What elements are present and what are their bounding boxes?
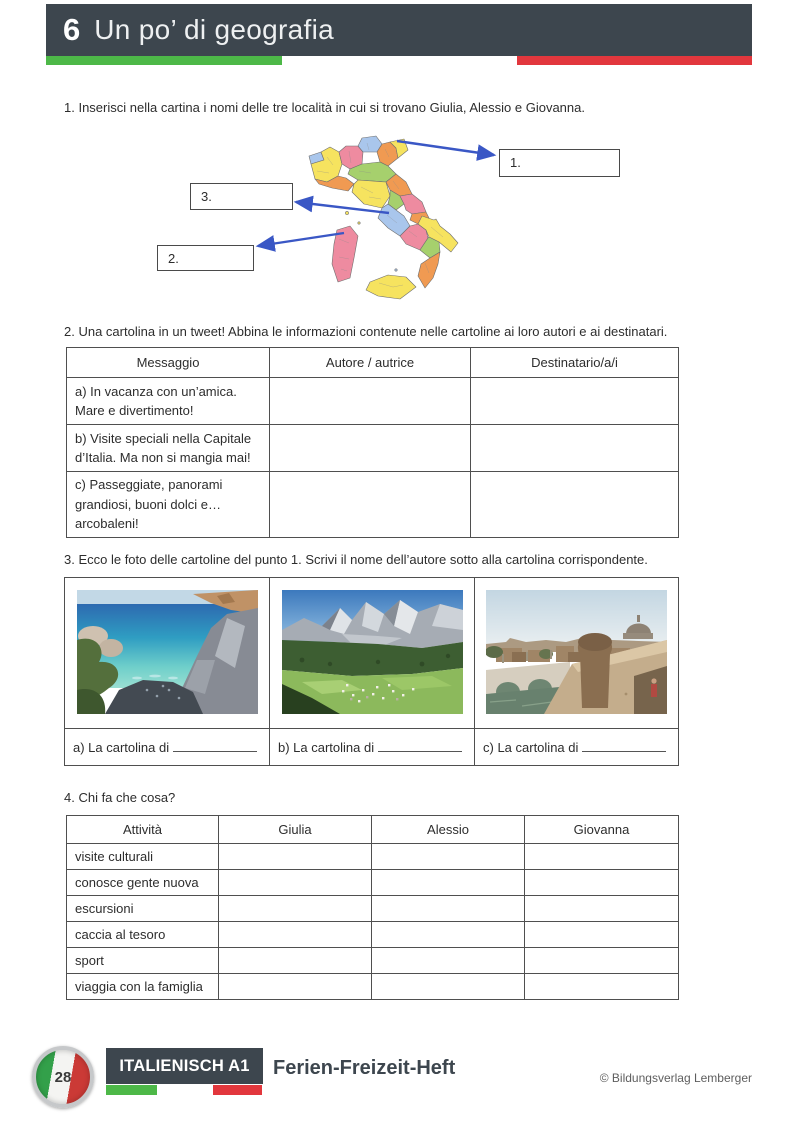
postcards-table	[66, 347, 679, 538]
answer-cell[interactable]	[525, 922, 679, 948]
map-box-label: 2.	[168, 251, 179, 266]
exercise3-instruction: 3. Ecco le foto delle cartoline del punto 1. Scrivi il nome dell’autore sotto alla cartolina corrispondente.	[64, 552, 648, 567]
answer-cell[interactable]	[219, 948, 372, 974]
caption-text: a) La cartolina di	[73, 740, 170, 755]
answer-cell-recipient-c[interactable]	[471, 472, 679, 538]
arrow-to-box-1	[397, 141, 494, 155]
column-header-alessio: Alessio	[372, 816, 525, 844]
table-row	[65, 729, 679, 766]
page-number: 28	[54, 1068, 72, 1086]
column-header-autore: Autore / autrice	[270, 348, 471, 378]
table-row	[67, 922, 679, 948]
rome-skyline-photo	[486, 590, 667, 714]
table-row	[67, 870, 679, 896]
table-row	[67, 974, 679, 1000]
unit-number: 6	[63, 12, 81, 47]
caption-text: b) La cartolina di	[278, 740, 375, 755]
exercise4-instruction: 4. Chi fa che cosa?	[64, 790, 176, 805]
course-label: ITALIENISCH A1	[119, 1056, 250, 1075]
copyright-notice: © Bildungsverlag Lemberger	[599, 1071, 752, 1085]
answer-cell[interactable]	[525, 974, 679, 1000]
answer-cell-author-a[interactable]	[270, 378, 471, 425]
activities-table	[66, 815, 679, 1000]
page-number-badge	[32, 1046, 94, 1108]
table-row	[67, 425, 679, 472]
photo-cell-c	[475, 578, 679, 729]
message-cell-a: a) In vacanza con un’amica. Mare e divertimento!	[67, 378, 270, 425]
header-green-strip	[46, 56, 282, 65]
page-title: Un po’ di geografia	[94, 14, 334, 45]
activity-label: sport	[67, 948, 219, 974]
caption-blank-line[interactable]	[378, 739, 462, 752]
map-arrows	[140, 130, 520, 260]
caption-blank-line[interactable]	[582, 739, 666, 752]
message-cell-c: c) Passeggiate, panorami grandiosi, buoni dolci e… arcobaleni!	[67, 472, 270, 538]
footer-red-strip	[213, 1085, 262, 1095]
answer-cell[interactable]	[219, 870, 372, 896]
sardinia-coast-photo	[77, 590, 258, 714]
answer-cell[interactable]	[372, 922, 525, 948]
caption-text: c) La cartolina di	[483, 740, 579, 755]
photo-caption-c	[475, 729, 679, 766]
answer-cell[interactable]	[525, 896, 679, 922]
column-header-destinatario: Destinatario/a/i	[471, 348, 679, 378]
answer-cell-recipient-b[interactable]	[471, 425, 679, 472]
message-cell-b: b) Visite speciali nella Capitale d’Italia. Ma non si mangia mai!	[67, 425, 270, 472]
answer-cell[interactable]	[372, 844, 525, 870]
column-header-messaggio: Messaggio	[67, 348, 270, 378]
table-row	[67, 844, 679, 870]
table-row	[67, 378, 679, 425]
answer-cell[interactable]	[525, 844, 679, 870]
footer-green-strip	[106, 1085, 157, 1095]
photo-caption-a	[65, 729, 270, 766]
answer-cell-author-b[interactable]	[270, 425, 471, 472]
activity-label: caccia al tesoro	[67, 922, 219, 948]
answer-cell[interactable]	[372, 974, 525, 1000]
column-header-giovanna: Giovanna	[525, 816, 679, 844]
arrow-to-box-3	[296, 202, 389, 213]
answer-cell[interactable]	[372, 896, 525, 922]
photo-cell-a	[65, 578, 270, 729]
photo-caption-b	[270, 729, 475, 766]
answer-cell[interactable]	[219, 922, 372, 948]
activity-label: viaggia con la famiglia	[67, 974, 219, 1000]
course-label-bar	[106, 1048, 263, 1084]
exercise1-instruction: 1. Inserisci nella cartina i nomi delle tre località in cui si trovano Giulia, Alessio e Giovanna.	[64, 100, 585, 115]
book-title: Ferien-Freizeit-Heft	[273, 1057, 456, 1079]
activity-label: visite culturali	[67, 844, 219, 870]
activity-label: escursioni	[67, 896, 219, 922]
unit-header	[46, 4, 752, 56]
answer-cell[interactable]	[219, 844, 372, 870]
column-header-attivita: Attività	[67, 816, 219, 844]
answer-cell[interactable]	[525, 948, 679, 974]
region-sicilia	[366, 275, 416, 299]
arrow-to-box-2	[258, 233, 344, 246]
answer-cell[interactable]	[219, 896, 372, 922]
dolomites-valley-photo	[282, 590, 463, 714]
answer-cell-author-c[interactable]	[270, 472, 471, 538]
column-header-giulia: Giulia	[219, 816, 372, 844]
activity-label: conosce gente nuova	[67, 870, 219, 896]
answer-cell[interactable]	[372, 870, 525, 896]
map-box-label: 1.	[510, 155, 521, 170]
exercise2-instruction: 2. Una cartolina in un tweet! Abbina le informazioni contenute nelle cartoline ai loro autori e ai destinatari.	[64, 324, 668, 339]
table-row	[67, 948, 679, 974]
photos-table	[64, 577, 679, 766]
answer-cell-recipient-a[interactable]	[471, 378, 679, 425]
header-red-strip	[517, 56, 752, 65]
answer-cell[interactable]	[219, 974, 372, 1000]
table-row	[67, 472, 679, 538]
answer-cell[interactable]	[525, 870, 679, 896]
answer-cell[interactable]	[372, 948, 525, 974]
photo-cell-b	[270, 578, 475, 729]
map-box-label: 3.	[201, 189, 212, 204]
table-row	[65, 578, 679, 729]
caption-blank-line[interactable]	[173, 739, 257, 752]
table-row	[67, 896, 679, 922]
